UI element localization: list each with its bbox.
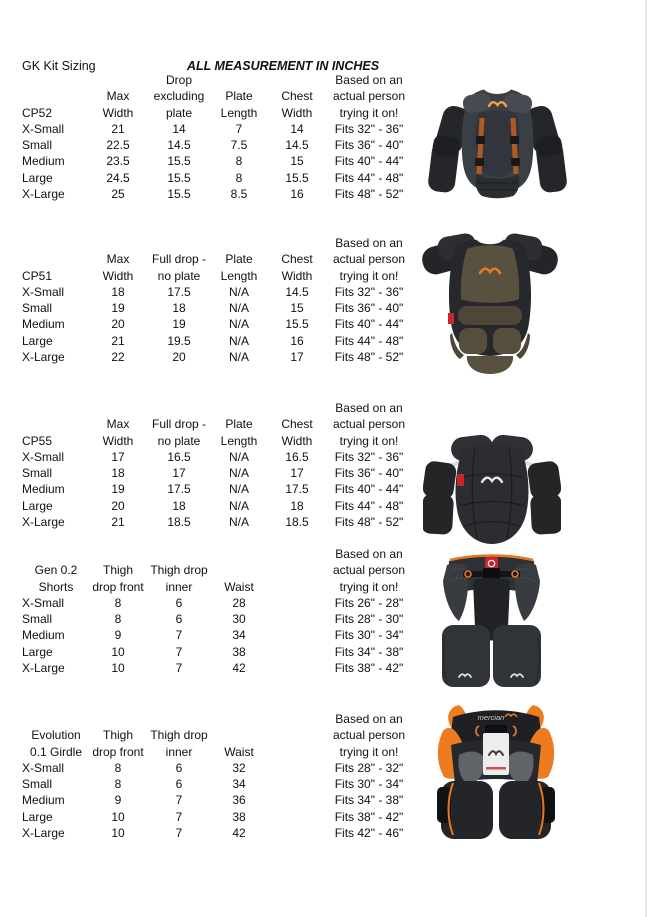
size-label: Medium xyxy=(22,154,65,169)
size-value: 15.5 xyxy=(285,317,309,332)
size-value: 7 xyxy=(235,121,243,136)
size-value: N/A xyxy=(228,301,249,316)
size-value: 17 xyxy=(111,449,125,464)
column-header-line xyxy=(146,546,212,562)
column-header-line xyxy=(266,727,328,743)
size-value: 19.5 xyxy=(167,333,191,348)
column-header-line: trying it on! xyxy=(339,579,399,594)
size-value: 9 xyxy=(114,793,122,808)
size-label: X-Large xyxy=(22,187,65,202)
size-value: 9 xyxy=(114,628,122,643)
size-value: 16.5 xyxy=(285,449,309,464)
size-value: 6 xyxy=(175,760,183,775)
column-header-line: Width xyxy=(281,105,313,120)
evolution-girdle-product-image xyxy=(433,703,559,841)
size-label: Medium xyxy=(22,482,65,497)
column-header-line xyxy=(266,72,328,88)
size-value: 14 xyxy=(172,121,186,136)
column-header-line: plate xyxy=(165,105,193,120)
size-value: 8 xyxy=(114,595,122,610)
size-value: N/A xyxy=(228,284,249,299)
size-value: 17.5 xyxy=(167,284,191,299)
measurement-banner: ALL MEASUREMENT IN INCHES xyxy=(186,59,380,73)
fits-range: Fits 36" - 40" xyxy=(334,466,404,481)
size-value: 15.5 xyxy=(285,170,309,185)
column-header-line xyxy=(90,235,146,251)
product-name-line xyxy=(22,711,90,727)
size-value: 8 xyxy=(235,170,243,185)
size-value: 17 xyxy=(290,466,304,481)
product-name-line: CP55 xyxy=(22,433,53,448)
page-title: GK Kit Sizing xyxy=(22,59,96,73)
product-name-line xyxy=(22,400,90,416)
size-value xyxy=(266,760,328,776)
column-header-line: Waist xyxy=(224,579,254,594)
size-value: 42 xyxy=(232,826,246,841)
size-value: 8 xyxy=(114,760,122,775)
size-label: X-Small xyxy=(22,449,65,464)
fits-range: Fits 34" - 38" xyxy=(334,644,404,659)
fits-range: Fits 36" - 40" xyxy=(334,301,404,316)
column-header-line xyxy=(266,579,328,595)
fits-range: Fits 48" - 52" xyxy=(334,515,404,530)
fits-range: Fits 48" - 52" xyxy=(334,187,404,202)
size-value: 8.5 xyxy=(230,187,248,202)
column-header-line xyxy=(146,235,212,251)
column-header-line: trying it on! xyxy=(339,105,399,120)
size-value: 6 xyxy=(175,612,183,627)
column-header-line: Full drop - xyxy=(151,417,207,432)
size-value: 21 xyxy=(111,333,125,348)
size-table-gen02-shorts xyxy=(22,546,410,676)
size-value: 23.5 xyxy=(106,154,130,169)
column-header-line: Plate xyxy=(225,89,253,104)
column-header-line xyxy=(90,72,146,88)
fits-range: Fits 32" - 36" xyxy=(334,284,404,299)
column-header-line: Max xyxy=(106,89,130,104)
size-value: 34 xyxy=(232,777,246,792)
size-value: 20 xyxy=(111,317,125,332)
size-value: 15 xyxy=(290,301,304,316)
size-value: 7 xyxy=(175,628,183,643)
product-name-line: Gen 0.2 xyxy=(34,563,78,578)
column-header-line: actual person xyxy=(332,563,406,578)
size-value: N/A xyxy=(228,482,249,497)
size-value: 14.5 xyxy=(285,284,309,299)
column-header-line: Thigh xyxy=(102,563,134,578)
column-header-line xyxy=(212,400,266,416)
size-table-cp51 xyxy=(22,235,410,365)
size-value: 6 xyxy=(175,777,183,792)
size-value: 22 xyxy=(111,350,125,365)
size-value: 7 xyxy=(175,644,183,659)
size-value: 16.5 xyxy=(167,449,191,464)
column-header-line: Chest xyxy=(281,89,313,104)
size-label: Small xyxy=(22,138,53,153)
column-header-line: Width xyxy=(281,433,313,448)
size-table-cp52 xyxy=(22,72,410,202)
size-value: 8 xyxy=(114,777,122,792)
column-header-line: Max xyxy=(106,252,130,267)
size-value: 18 xyxy=(172,301,186,316)
size-table-evolution-girdle xyxy=(22,711,410,841)
size-label: X-Small xyxy=(22,121,65,136)
size-label: Small xyxy=(22,612,53,627)
product-name-line: 0.1 Girdle xyxy=(29,744,83,759)
column-header-line: Based on an xyxy=(335,236,403,250)
fits-range: Fits 30" - 34" xyxy=(334,777,404,792)
product-name-line xyxy=(22,546,90,562)
cp52-body-armour-illustration xyxy=(425,84,570,202)
column-header-line: no plate xyxy=(157,268,201,283)
product-name-line xyxy=(22,235,90,251)
size-value: 14.5 xyxy=(285,138,309,153)
column-header-line xyxy=(266,744,328,760)
size-value: 15.5 xyxy=(167,170,191,185)
column-header-line: Chest xyxy=(281,252,313,267)
column-header-line: Length xyxy=(220,105,258,120)
cp51-product-image xyxy=(422,233,558,377)
product-name-line: CP52 xyxy=(22,105,53,120)
size-value: 21 xyxy=(111,515,125,530)
size-value: 8 xyxy=(235,154,243,169)
column-header-line: excluding xyxy=(153,89,205,104)
size-label: Medium xyxy=(22,317,65,332)
size-value: N/A xyxy=(228,466,249,481)
product-name-line: Shorts xyxy=(38,579,74,594)
column-header-line: Based on an xyxy=(335,73,403,87)
column-header-line: actual person xyxy=(332,252,406,267)
size-value: 18.5 xyxy=(285,515,309,530)
size-label: Small xyxy=(22,301,53,316)
size-label: X-Small xyxy=(22,760,65,775)
fits-range: Fits 38" - 42" xyxy=(334,661,404,676)
size-value: N/A xyxy=(228,515,249,530)
column-header-line: inner xyxy=(165,579,193,594)
column-header-line: actual person xyxy=(332,417,406,432)
size-value: N/A xyxy=(228,498,249,513)
column-header-line: Thigh drop xyxy=(150,563,208,578)
size-value: 8 xyxy=(114,612,122,627)
belt-buckle xyxy=(485,725,507,734)
red-brand-tag xyxy=(448,313,454,324)
size-label: X-Large xyxy=(22,826,65,841)
size-label: Medium xyxy=(22,628,65,643)
fits-range: Fits 40" - 44" xyxy=(334,482,404,497)
fits-range: Fits 44" - 48" xyxy=(334,498,404,513)
column-header-line: Length xyxy=(220,268,258,283)
size-table-grid xyxy=(22,711,410,841)
size-value: N/A xyxy=(228,449,249,464)
column-header-line xyxy=(90,711,146,727)
column-header-line: Drop xyxy=(165,73,192,87)
fits-range: Fits 26" - 28" xyxy=(334,595,404,610)
size-label: X-Small xyxy=(22,595,65,610)
size-label: Large xyxy=(22,498,53,513)
size-value: 19 xyxy=(111,482,125,497)
column-header-line xyxy=(212,562,266,578)
size-value: 20 xyxy=(172,350,186,365)
size-value: 14.5 xyxy=(167,138,191,153)
column-header-line: no plate xyxy=(157,433,201,448)
size-label: Small xyxy=(22,466,53,481)
size-value: 21 xyxy=(111,121,125,136)
size-value: 42 xyxy=(232,661,246,676)
size-value: 14 xyxy=(290,121,304,136)
size-label: X-Large xyxy=(22,661,65,676)
column-header-line: Waist xyxy=(224,744,254,759)
size-value: 15.5 xyxy=(167,187,191,202)
column-header-line xyxy=(90,400,146,416)
size-value: 10 xyxy=(111,826,125,841)
size-value: 17 xyxy=(172,466,186,481)
column-header-line: Width xyxy=(102,433,134,448)
column-header-line: Width xyxy=(281,268,313,283)
fits-range: Fits 40" - 44" xyxy=(334,317,404,332)
product-name-line: CP51 xyxy=(22,268,53,283)
gen02-shorts-illustration xyxy=(439,553,544,689)
size-value: 36 xyxy=(232,793,246,808)
column-header-line xyxy=(212,72,266,88)
fits-range: Fits 44" - 48" xyxy=(334,170,404,185)
fits-range: Fits 34" - 38" xyxy=(334,793,404,808)
size-table-cp55 xyxy=(22,400,410,530)
size-label: Large xyxy=(22,333,53,348)
size-value: 18 xyxy=(111,284,125,299)
size-value: 19 xyxy=(111,301,125,316)
fits-range: Fits 44" - 48" xyxy=(334,333,404,348)
column-header-line xyxy=(212,711,266,727)
column-header-line xyxy=(266,235,328,251)
column-header-line xyxy=(266,400,328,416)
size-value: 38 xyxy=(232,644,246,659)
size-value xyxy=(266,660,328,676)
size-value: 38 xyxy=(232,809,246,824)
column-header-line xyxy=(266,711,328,727)
column-header-line xyxy=(212,546,266,562)
size-label: X-Large xyxy=(22,350,65,365)
column-header-line xyxy=(90,546,146,562)
size-value: 20 xyxy=(111,498,125,513)
size-value xyxy=(266,792,328,808)
size-value: 18 xyxy=(172,498,186,513)
size-label: X-Small xyxy=(22,284,65,299)
size-value: 7.5 xyxy=(230,138,248,153)
column-header-line: trying it on! xyxy=(339,744,399,759)
girdle-brand-text: mercian xyxy=(477,713,505,722)
fits-range: Fits 32" - 36" xyxy=(334,449,404,464)
size-label: X-Large xyxy=(22,515,65,530)
column-header-line: Plate xyxy=(225,417,253,432)
size-value: 7 xyxy=(175,661,183,676)
column-header-line xyxy=(266,546,328,562)
size-label: Large xyxy=(22,170,53,185)
column-header-line xyxy=(212,235,266,251)
fits-range: Fits 30" - 34" xyxy=(334,628,404,643)
fits-range: Fits 28" - 30" xyxy=(334,612,404,627)
product-name-line: Evolution xyxy=(31,728,81,743)
product-name-line xyxy=(22,416,90,432)
size-label: Medium xyxy=(22,793,65,808)
size-value: 17 xyxy=(290,350,304,365)
size-value: 34 xyxy=(232,628,246,643)
fits-range: Fits 38" - 42" xyxy=(334,809,404,824)
size-value: 10 xyxy=(111,661,125,676)
size-value: 18 xyxy=(290,498,304,513)
size-value: 32 xyxy=(232,760,246,775)
size-value: 16 xyxy=(290,187,304,202)
column-header-line: Width xyxy=(102,268,134,283)
size-value: N/A xyxy=(228,333,249,348)
evolution-girdle-illustration xyxy=(433,703,559,841)
size-value: 6 xyxy=(175,595,183,610)
size-table-grid xyxy=(22,235,410,365)
fits-range: Fits 32" - 36" xyxy=(334,121,404,136)
fits-range: Fits 28" - 32" xyxy=(334,760,404,775)
cp55-product-image xyxy=(423,420,561,550)
size-value: 28 xyxy=(232,595,246,610)
fits-range: Fits 42" - 46" xyxy=(334,826,404,841)
size-value: 18 xyxy=(111,466,125,481)
column-header-line: Chest xyxy=(281,417,313,432)
size-value: 10 xyxy=(111,809,125,824)
size-value: 24.5 xyxy=(106,170,130,185)
size-value: 17.5 xyxy=(285,482,309,497)
size-value: 15.5 xyxy=(167,154,191,169)
column-header-line: actual person xyxy=(332,89,406,104)
product-name-line xyxy=(22,72,90,88)
size-value xyxy=(266,595,328,611)
size-label: Large xyxy=(22,644,53,659)
product-name-line xyxy=(22,88,90,104)
size-value: 25 xyxy=(111,187,125,202)
column-header-line xyxy=(212,727,266,743)
size-table-grid xyxy=(22,400,410,530)
column-header-line: Width xyxy=(102,105,134,120)
size-value: 18.5 xyxy=(167,515,191,530)
size-value: 7 xyxy=(175,809,183,824)
size-value xyxy=(266,627,328,643)
column-header-line: drop front xyxy=(92,579,144,594)
column-header-line: inner xyxy=(165,744,193,759)
size-value xyxy=(266,776,328,792)
size-value: 7 xyxy=(175,826,183,841)
fits-range: Fits 48" - 52" xyxy=(334,350,404,365)
column-header-line: trying it on! xyxy=(339,268,399,283)
column-header-line: trying it on! xyxy=(339,433,399,448)
size-value: N/A xyxy=(228,350,249,365)
column-header-line: drop front xyxy=(92,744,144,759)
size-value: 10 xyxy=(111,644,125,659)
column-header-line: Thigh drop xyxy=(150,728,208,743)
column-header-line: Max xyxy=(106,417,130,432)
gen02-shorts-product-image xyxy=(439,553,544,689)
column-header-line xyxy=(146,711,212,727)
product-name-line xyxy=(22,251,90,267)
size-value: 30 xyxy=(232,612,246,627)
size-value: 19 xyxy=(172,317,186,332)
cp52-product-image xyxy=(425,84,570,202)
size-label: Large xyxy=(22,809,53,824)
size-value: N/A xyxy=(228,317,249,332)
size-value: 22.5 xyxy=(106,138,130,153)
cp51-chest-protector-illustration xyxy=(422,233,558,377)
size-value xyxy=(266,825,328,841)
column-header-line: actual person xyxy=(332,728,406,743)
fits-range: Fits 36" - 40" xyxy=(334,138,404,153)
size-value: 15 xyxy=(290,154,304,169)
column-header-line: Full drop - xyxy=(151,252,207,267)
cp55-chest-protector-illustration xyxy=(423,420,561,550)
column-header-line: Based on an xyxy=(335,712,403,726)
column-header-line: Plate xyxy=(225,252,253,267)
size-value: 16 xyxy=(290,333,304,348)
column-header-line: Based on an xyxy=(335,401,403,415)
column-header-line: Thigh xyxy=(102,728,134,743)
size-value: 17.5 xyxy=(167,482,191,497)
size-value xyxy=(266,611,328,627)
column-header-line xyxy=(146,400,212,416)
page-edge-line xyxy=(645,0,647,917)
column-header-line: Based on an xyxy=(335,547,403,561)
red-brand-tag xyxy=(457,474,464,486)
size-value: 7 xyxy=(175,793,183,808)
size-value xyxy=(266,809,328,825)
column-header-line: Length xyxy=(220,433,258,448)
size-value xyxy=(266,644,328,660)
column-header-line xyxy=(266,562,328,578)
size-table-grid xyxy=(22,546,410,676)
fits-range: Fits 40" - 44" xyxy=(334,154,404,169)
size-label: Small xyxy=(22,777,53,792)
size-table-grid xyxy=(22,72,410,202)
